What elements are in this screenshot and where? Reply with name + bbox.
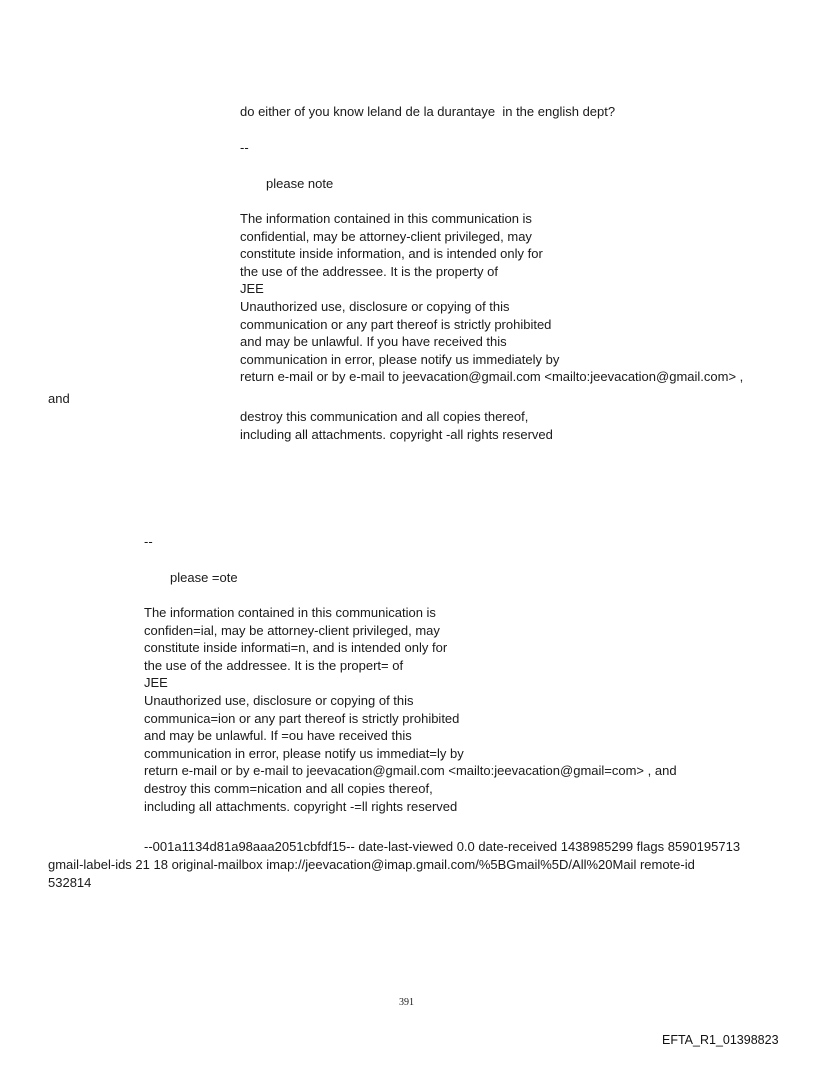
page-number: 391 xyxy=(399,997,414,1008)
disclaimer-line: Unauthorized use, disclosure or copying of this xyxy=(144,692,414,708)
signature-separator: -- xyxy=(240,140,249,155)
disclaimer-line: communication or any part thereof is strictly prohibited xyxy=(240,316,552,332)
disclaimer-line: the use of the addressee. It is the property of xyxy=(240,263,498,279)
disclaimer-line: constitute inside informati=n, and is intended only for xyxy=(144,640,448,656)
email-question: do either of you know leland de la durantaye in the english dept? xyxy=(240,104,616,119)
disclaimer-line: JEE xyxy=(144,675,168,691)
disclaimer-line: communication in error, please notify us immediat=ly by xyxy=(144,745,464,761)
confidentiality-disclaimer-2 xyxy=(144,604,677,815)
disclaimer-line: The information contained in this communication is xyxy=(144,605,436,620)
disclaimer-line: and may be unlawful. If =ou have received this xyxy=(144,728,412,744)
disclaimer-line: constitute inside information, and is intended only for xyxy=(240,246,543,262)
disclaimer-line: destroy this comm=nication and all copies thereof, xyxy=(144,780,433,796)
disclaimer-line: The information contained in this communication is xyxy=(240,211,532,226)
mime-metadata-line: --001a1134d81a98aaa2051cbfdf15-- date-last-viewed 0.0 date-received 1438985299 flags 8590195713 xyxy=(144,839,741,854)
disclaimer-line: JEE xyxy=(240,281,264,297)
disclaimer-line: return e-mail or by e-mail to jeevacation@gmail.com <mailto:jeevacation@gmail=com> , and xyxy=(144,763,677,779)
note-heading-2: please =ote xyxy=(170,570,238,585)
disclaimer-line: confiden=ial, may be attorney-client privileged, may xyxy=(144,622,440,638)
disclaimer-line: including all attachments. copyright -=ll rights reserved xyxy=(144,798,458,814)
wrapped-word: and xyxy=(48,391,70,406)
disclaimer-line: including all attachments. copyright -all rights reserved xyxy=(240,426,553,442)
disclaimer-line: communica=ion or any part thereof is strictly prohibited xyxy=(144,710,460,726)
disclaimer-line: return e-mail or by e-mail to jeevacation@gmail.com <mailto:jeevacation@gmail.com> , xyxy=(240,369,744,385)
disclaimer-line: Unauthorized use, disclosure or copying of this xyxy=(240,298,510,314)
disclaimer-line: confidential, may be attorney-client privileged, may xyxy=(240,228,532,244)
disclaimer-line: and may be unlawful. If you have received this xyxy=(240,334,507,350)
disclaimer-line: destroy this communication and all copies thereof, xyxy=(240,409,529,424)
disclaimer-line: the use of the addressee. It is the propert= of xyxy=(144,657,404,673)
confidentiality-disclaimer xyxy=(240,210,743,386)
confidentiality-disclaimer-continued xyxy=(240,408,553,443)
bates-number: EFTA_R1_01398823 xyxy=(662,1033,779,1047)
mime-metadata-line: gmail-label-ids 21 18 original-mailbox imap://jeevacation@imap.gmail.com/%5BGmail%5D/All%20Mail remote-id xyxy=(48,857,695,872)
signature-separator-2: -- xyxy=(144,534,153,549)
disclaimer-line: communication in error, please notify us immediately by xyxy=(240,351,560,367)
note-heading: please note xyxy=(266,176,334,191)
mime-metadata-line: 532814 xyxy=(48,875,92,890)
